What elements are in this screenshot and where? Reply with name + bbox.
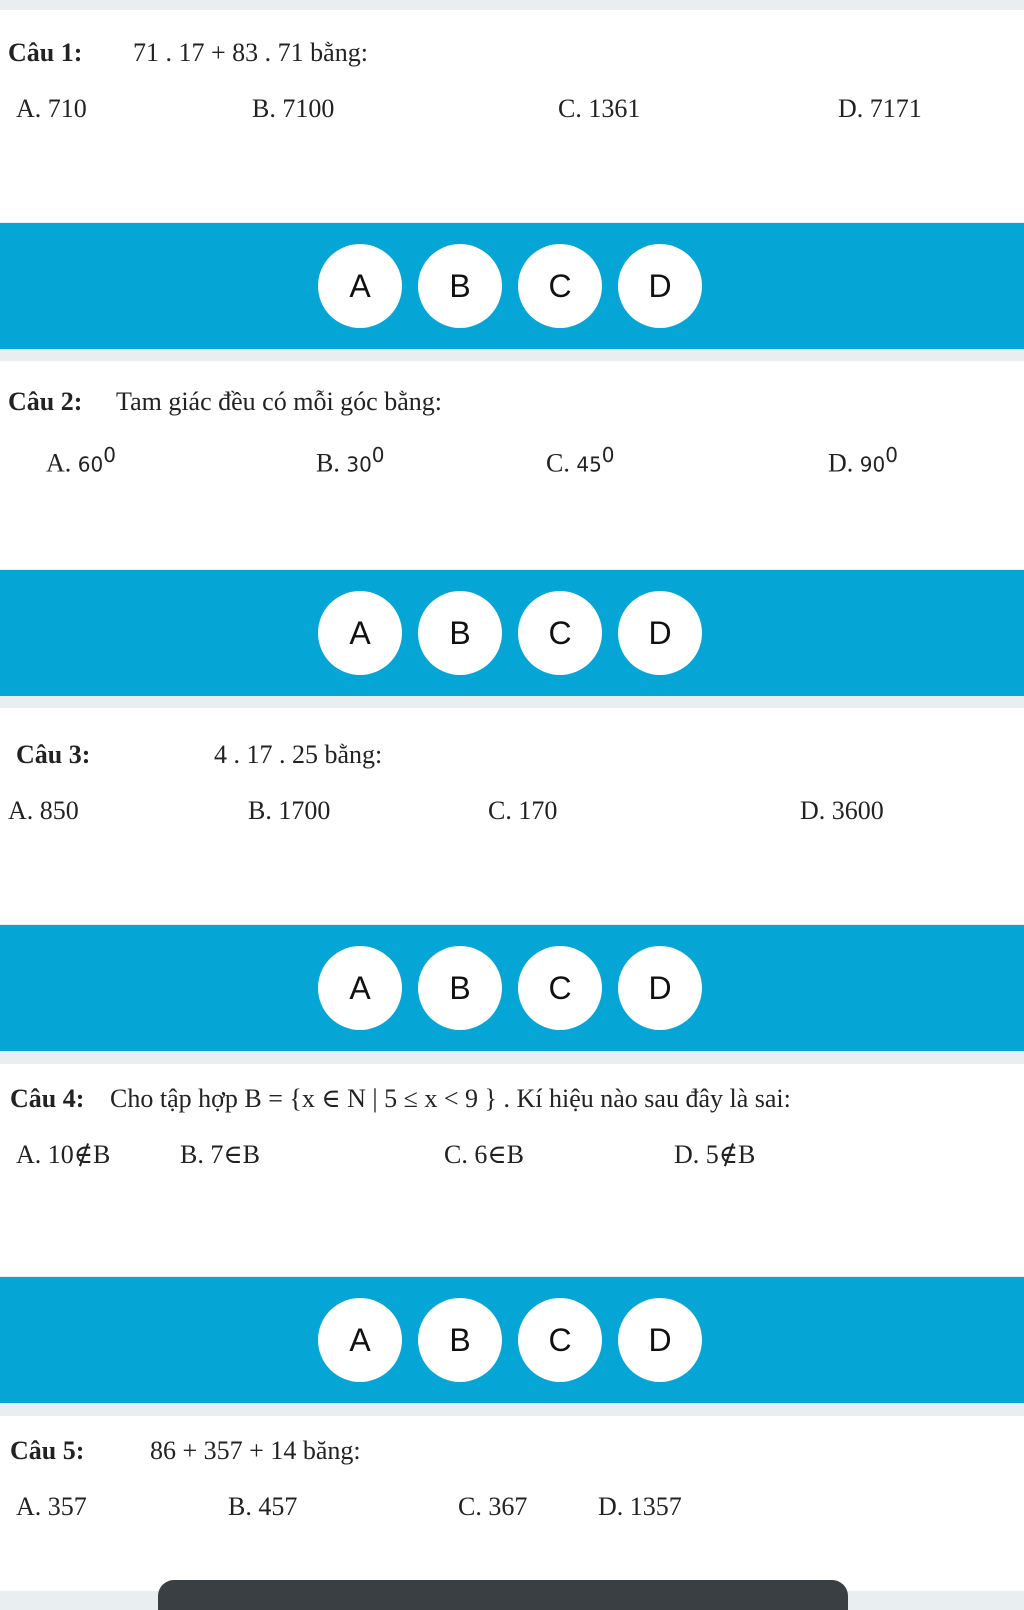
- option-c: C. 1361: [558, 94, 641, 123]
- option-a: A. 850: [8, 796, 79, 825]
- option-b: B. 7∈B: [180, 1140, 260, 1169]
- question-text: 71 . 17 + 83 . 71 bằng:: [133, 38, 368, 67]
- answer-d-button[interactable]: D: [618, 244, 702, 328]
- option-d: D. 1357: [598, 1492, 682, 1521]
- question-card-3: [0, 708, 1024, 924]
- option-d: D. 3600: [800, 796, 884, 825]
- bottom-sheet-handle[interactable]: [158, 1580, 848, 1610]
- answer-b-button[interactable]: B: [418, 244, 502, 328]
- question-text: Cho tập hợp B = {x ∈ N | 5 ≤ x < 9 } . Kí hiệu nào sau đây là sai:: [110, 1084, 791, 1113]
- question-card-1: [0, 10, 1024, 222]
- answer-b-button[interactable]: B: [418, 1298, 502, 1382]
- option-b: B. 7100: [252, 94, 335, 123]
- option-a: A. 710: [16, 94, 87, 123]
- answer-bar-3: [0, 925, 1024, 1051]
- question-label: Câu 2:: [8, 387, 83, 416]
- question-label: Câu 5:: [10, 1436, 85, 1465]
- option-d: D. $90^0$: [828, 443, 898, 478]
- answer-a-button[interactable]: A: [318, 244, 402, 328]
- option-a: A. $60^0$: [46, 443, 116, 478]
- answer-b-button[interactable]: B: [418, 946, 502, 1030]
- question-card-2: [0, 361, 1024, 569]
- option-b: B. 457: [228, 1492, 298, 1521]
- option-d: D. 5∉B: [674, 1140, 756, 1169]
- answer-a-button[interactable]: A: [318, 946, 402, 1030]
- option-d: D. 7171: [838, 94, 922, 123]
- answer-c-button[interactable]: C: [518, 1298, 602, 1382]
- question-text: 4 . 17 . 25 bằng:: [214, 740, 383, 769]
- question-label: Câu 4:: [10, 1084, 85, 1113]
- answer-bar-4: [0, 1277, 1024, 1403]
- option-c: C. $45^0$: [546, 443, 615, 478]
- option-b: B. 1700: [248, 796, 331, 825]
- answer-c-button[interactable]: C: [518, 244, 602, 328]
- answer-a-button[interactable]: A: [318, 591, 402, 675]
- option-a: A. 357: [16, 1492, 87, 1521]
- question-label: Câu 1:: [8, 38, 83, 67]
- question-text: 86 + 357 + 14 băng:: [150, 1436, 361, 1465]
- question-text: Tam giác đều có mỗi góc bằng:: [116, 387, 442, 416]
- question-card-5: [0, 1416, 1024, 1591]
- answer-bar-2: [0, 570, 1024, 696]
- answer-d-button[interactable]: D: [618, 946, 702, 1030]
- question-card-4: [0, 1064, 1024, 1276]
- answer-c-button[interactable]: C: [518, 591, 602, 675]
- answer-b-button[interactable]: B: [418, 591, 502, 675]
- option-b: B. $30^0$: [316, 443, 385, 478]
- answer-d-button[interactable]: D: [618, 1298, 702, 1382]
- question-label: Câu 3:: [16, 740, 91, 769]
- answer-d-button[interactable]: D: [618, 591, 702, 675]
- option-c: C. 6∈B: [444, 1140, 524, 1169]
- answer-a-button[interactable]: A: [318, 1298, 402, 1382]
- option-c: C. 170: [488, 796, 558, 825]
- option-a: A. 10∉B: [16, 1140, 111, 1169]
- answer-c-button[interactable]: C: [518, 946, 602, 1030]
- answer-bar-1: [0, 223, 1024, 349]
- option-c: C. 367: [458, 1492, 528, 1521]
